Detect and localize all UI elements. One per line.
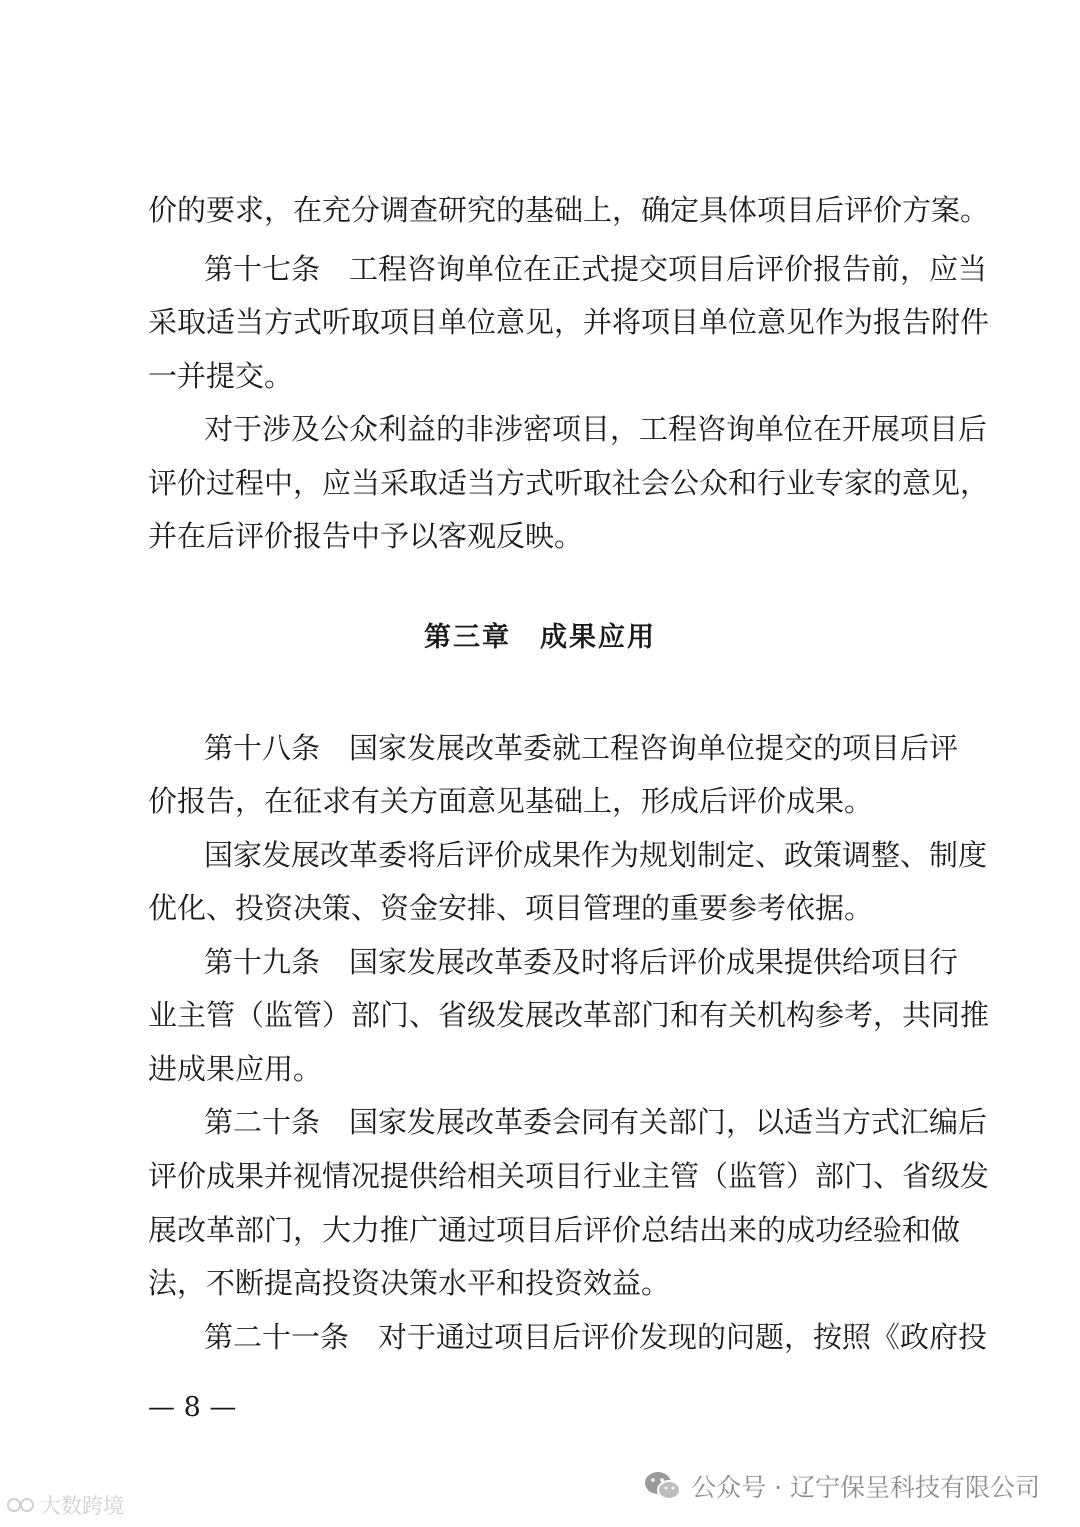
corner-watermark [6, 1490, 124, 1520]
text-line: 评价成果并视情况提供给相关项目行业主管（监管）部门、省级发 [148, 1159, 990, 1193]
chapter-heading: 第三章 成果应用 [424, 622, 656, 653]
wechat-icon [643, 1469, 683, 1503]
wechat-watermark [643, 1466, 1040, 1506]
text-line: 第十七条 工程咨询单位在正式提交项目后评价报告前，应当 [204, 252, 988, 286]
text-line: 一并提交。 [148, 359, 294, 393]
corner-watermark-text: 大数跨境 [40, 1494, 124, 1518]
text-line: 展改革部门，大力推广通过项目后评价总结出来的成功经验和做 [148, 1213, 961, 1247]
page-number: — 8 — [148, 1392, 237, 1423]
text-line: 评价过程中，应当采取适当方式听取社会公众和行业专家的意见， [148, 466, 990, 500]
text-line: 优化、投资决策、资金安排、项目管理的重要参考依据。 [148, 891, 874, 925]
text-line: 并在后评价报告中予以客观反映。 [148, 519, 584, 553]
text-line: 对于涉及公众利益的非涉密项目，工程咨询单位在开展项目后 [204, 412, 988, 446]
watermark-text: 公众号 · 辽宁保呈科技有限公司 [691, 1473, 1040, 1502]
text-line: 采取适当方式听取项目单位意见，并将项目单位意见作为报告附件 [148, 305, 990, 339]
text-line: 国家发展改革委将后评价成果作为规划制定、政策调整、制度 [204, 838, 988, 872]
text-line: 价报告，在征求有关方面意见基础上，形成后评价成果。 [148, 784, 874, 818]
text-line: 业主管（监管）部门、省级发展改革部门和有关机构参考，共同推 [148, 998, 990, 1032]
text-line: 价的要求，在充分调查研究的基础上，确定具体项目后评价方案。 [148, 193, 990, 227]
text-line: 第十八条 国家发展改革委就工程咨询单位提交的项目后评 [204, 731, 959, 765]
text-line: 进成果应用。 [148, 1052, 323, 1086]
text-line: 第二十一条 对于通过项目后评价发现的问题，按照《政府投 [204, 1320, 988, 1354]
text-line: 第十九条 国家发展改革委及时将后评价成果提供给项目行 [204, 945, 959, 979]
text-line: 法，不断提高投资决策水平和投资效益。 [148, 1266, 671, 1300]
text-line: 第二十条 国家发展改革委会同有关部门，以适当方式汇编后 [204, 1105, 988, 1139]
logo-icon [6, 1494, 36, 1516]
